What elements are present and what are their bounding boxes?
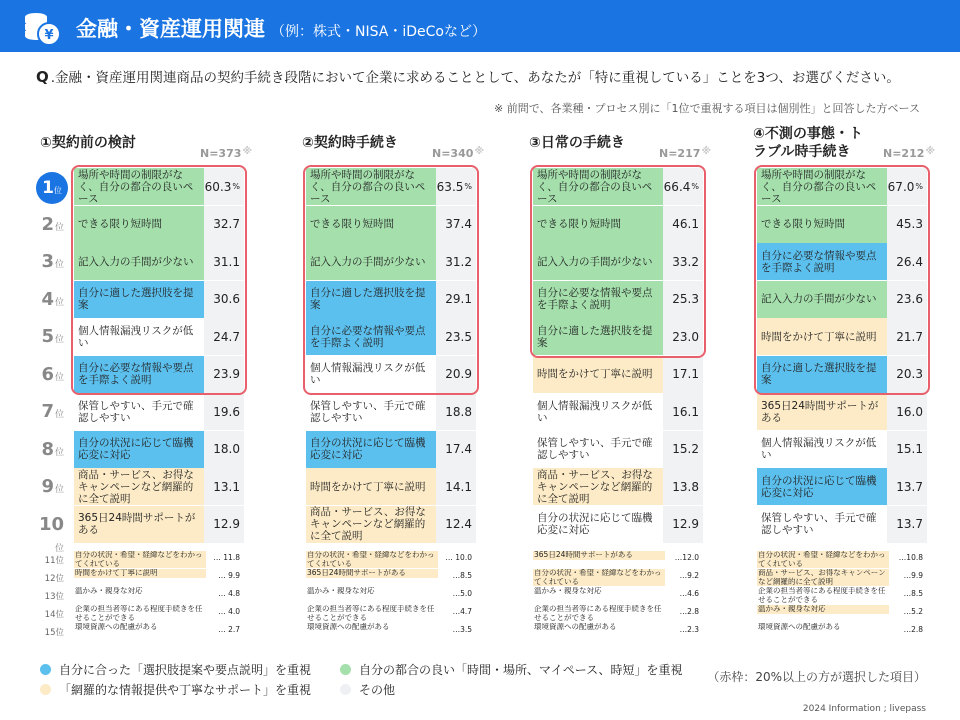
value-number: 12.4 [445,517,472,531]
rank-number: 5 [41,326,54,347]
value-number: 17.1 [672,367,699,381]
value-number: 25.3 [672,292,699,306]
ranking-item-value-small: … 10.0 [445,553,472,562]
rank-suffix: 位 [54,260,64,270]
n-count-value: N=217 [659,147,701,160]
rank-label-3 [30,251,64,272]
rank-label-13 [34,590,64,602]
ranking-item-value [436,431,476,468]
ranking-item-label-small: 温かみ・親身な対応 [307,587,375,595]
ranking-item-label: 保管しやすい、手元で確認しやすい [306,393,436,430]
ranking-item-label: 個人情報漏洩リスクが低い [533,393,663,430]
ranking-item-value-small: …4.7 [452,607,472,616]
legend-gray-dot [340,684,351,695]
n-count-asterisk: ※ [474,146,485,157]
ranking-item-value-small: … 2.7 [218,625,240,634]
ranking-item-label-small: 自分の状況・希望・経緯などをわかってくれている [74,551,206,568]
ranking-item-label-small: 環境資源への配慮がある [534,623,617,631]
value-number: 60.3 [204,179,232,194]
ranking-item-label: 商品・サービス、お得なキャンペーンなど網羅的に全て説明 [74,468,204,505]
legend-green [340,661,683,678]
ranking-item-label: 保管しやすい、手元で確認しやすい [533,431,663,468]
percent-sign: % [915,182,923,191]
rank-label-10 [30,514,64,556]
ranking-item-label-small: 企業の担当者等にある程度手続きを任せることができる [534,605,662,622]
highlight-frame [530,165,706,358]
rank-suffix: 位 [55,574,64,584]
rank-suffix: 位 [55,556,64,566]
survey-question [36,66,936,86]
rank-number: 11 [44,556,56,566]
ranking-item-value-small: … 9.9 [218,571,240,580]
rank-suffix: 位 [54,410,64,420]
ranking-item-label-small: 自分の状況・希望・経緯などをわかってくれている [533,569,665,586]
ranking-item-value [436,506,476,543]
legend-blue-label: 自分に合った「選択肢提案や要点説明」を重視 [59,663,312,677]
ranking-item-label: 自分の状況に応じて臨機応変に対応 [533,506,663,543]
value-number: 33.2 [672,254,699,269]
value-number: 12.9 [213,517,240,531]
legend-blue-dot [40,664,51,675]
ranking-item-label-small: 企業の担当者等にある程度手続きを任せることができる [75,605,203,622]
ranking-item-label-small: 時間をかけて丁寧に説明 [74,569,206,578]
ranking-item-label: 365日24時間サポートがある [757,393,887,430]
ranking-item-value [663,356,703,393]
percent-sign: % [232,182,240,191]
ranking-item-label: 保管しやすい、手元で確認しやすい [757,506,887,543]
ranking-item-label-small: 環境資源への配慮がある [758,623,841,631]
ranking-item-value [663,468,703,505]
ranking-item-label: 記入入力の手間が少ない [533,243,663,280]
value-number: 23.6 [896,292,923,306]
column-title: ①契約前の検討 [40,135,136,151]
ranking-item-value-small: …12.0 [674,553,699,562]
value-number: 31.1 [213,254,240,269]
ranking-item-value [436,393,476,430]
ranking-item-label-small: 自分の状況・希望・経緯などをわかってくれている [306,551,438,568]
rank-suffix: 位 [54,335,64,345]
ranking-item-label: 365日24時間サポートがある [74,506,204,543]
ranking-item-label: 自分に必要な情報や要点を手際よく説明 [533,281,663,318]
value-number: 20.9 [445,367,472,381]
ranking-item-value-small: … 4.8 [218,589,240,598]
rank-label-4 [30,289,64,310]
ranking-item-label: 場所や時間の制限がなく、自分の都合の良いペース [74,168,204,205]
ranking-item-value-small: …8.5 [903,589,923,598]
rank-label-8 [30,439,64,460]
ranking-item-label: 場所や時間の制限がなく、自分の都合の良いペース [533,168,663,205]
value-number: 29.1 [445,292,472,306]
ranking-item-value [204,393,244,430]
ranking-item-label: 自分の状況に応じて臨機応変に対応 [757,468,887,505]
ranking-item-value-small: …9.2 [679,571,699,580]
ranking-item-label-small: 温かみ・親身な対応 [534,587,602,595]
n-count-asterisk: ※ [701,146,712,157]
legend-gray [340,681,395,698]
ranking-item-value [204,431,244,468]
ranking-item-value-small: … 4.0 [218,607,240,616]
ranking-item-label: 個人情報漏洩リスクが低い [74,318,204,355]
ranking-item-value [204,468,244,505]
ranking-item-label: 自分の状況に応じて臨機応変に対応 [74,431,204,468]
ranking-item-label: 自分の状況に応じて臨機応変に対応 [306,431,436,468]
value-number: 13.7 [896,517,923,531]
value-number: 18.8 [445,404,472,419]
value-number: 15.2 [672,442,699,456]
value-number: 13.7 [896,479,923,494]
legend-note: （赤枠：20%以上の方が選択した項目） [707,670,926,684]
rank-suffix: 位 [55,610,64,620]
n-count-value: N=340 [432,147,474,160]
rank-number: 6 [41,363,54,385]
ranking-item-value [663,393,703,430]
ranking-item-label: 個人情報漏洩リスクが低い [306,356,436,393]
ranking-item-label-small: 環境資源への配慮がある [75,623,158,631]
ranking-item-value-small: …2.8 [679,607,699,616]
ranking-item-label-small: 温かみ・親身な対応 [75,587,143,595]
ranking-item-label-small: 365日24時間サポートがある [306,569,438,578]
footer-credit: 2024 Information ; livepass [802,704,926,714]
rank-label-9 [30,476,64,497]
rank-suffix: 位 [54,222,64,233]
ranking-item-label: 自分に必要な情報や要点を手際よく説明 [757,243,887,280]
ranking-item-label-small: 自分の状況・希望・経緯などをわかってくれている [757,551,889,568]
legend-green-label: 自分の都合の良い「時間・場所、マイペース、時短」を重視 [359,663,683,677]
ranking-item-value [204,506,244,543]
n-count-value: N=212 [883,147,925,160]
column-n-count [659,147,711,160]
column-n-count [200,147,252,160]
rank-number: 4 [41,288,54,310]
ranking-item-value [436,468,476,505]
value-number: 13.8 [672,479,699,494]
page-title-text: 金融・資産運用関連 [76,17,265,41]
legend-yellow [40,681,311,698]
ranking-item-value-small: …9.9 [903,571,923,580]
ranking-item-label: 時間をかけて丁寧に説明 [757,318,887,355]
value-number: 24.7 [213,329,240,344]
value-number: 16.0 [896,404,923,419]
ranking-item-value [887,468,927,505]
value-number: 26.4 [896,254,923,269]
ranking-item-value [663,431,703,468]
ranking-item-label: 記入入力の手間が少ない [306,243,436,280]
rank-suffix: 位 [55,592,64,602]
ranking-item-value-small: …10.8 [898,553,923,562]
ranking-item-label: 自分に適した選択肢を提案 [74,281,204,318]
ranking-item-label: 場所や時間の制限がなく、自分の都合の良いペース [306,168,436,205]
highlight-frame [303,165,479,395]
value-number: 18.0 [213,442,240,456]
svg-text:¥: ¥ [44,28,54,43]
rank-suffix: 位 [54,447,64,458]
rank-suffix: 位 [55,628,64,638]
value-number: 31.2 [445,254,472,269]
legend-green-dot [340,664,351,675]
rank-number: 15 [44,628,56,638]
ranking-item-label-small: 温かみ・親身な対応 [757,605,889,614]
ranking-item-label: 記入入力の手間が少ない [757,281,887,318]
rank-number: 10 [38,513,64,535]
value-number: 15.1 [896,442,923,456]
ranking-item-label: 自分に適した選択肢を提案 [306,281,436,318]
ranking-item-value-small: …5.2 [903,607,923,616]
finance-coin-icon [22,7,62,47]
value-number: 37.4 [445,217,472,231]
ranking-item-value [887,431,927,468]
header-bar [0,0,960,52]
rank-number: 8 [41,438,54,460]
value-number: 20.3 [896,367,923,381]
ranking-item-value-small: … 11.8 [213,553,240,562]
rank-label-7 [30,401,64,422]
n-count-value: N=373 [200,147,242,160]
ranking-item-label: 保管しやすい、手元で確認しやすい [74,393,204,430]
rank-suffix: 位 [53,186,62,195]
rank-label-5 [30,326,64,347]
rank-label-12 [34,572,64,584]
ranking-item-value-small: …2.3 [679,625,699,634]
ranking-item-value [663,506,703,543]
value-number: 17.4 [445,442,472,456]
column-n-count [432,147,484,160]
value-number: 23.9 [213,367,240,381]
rank-number: 12 [44,574,56,584]
legend-yellow-dot [40,684,51,695]
column-n-count [883,147,935,160]
ranking-item-label: 商品・サービス、お得なキャンペーンなど網羅的に全て説明 [533,468,663,505]
ranking-item-label: できる限り短時間 [306,206,436,243]
value-number: 13.1 [213,479,240,494]
ranking-item-label: できる限り短時間 [533,206,663,243]
rank-label-2 [30,214,64,235]
ranking-item-label: 自分に必要な情報や要点を手際よく説明 [306,318,436,355]
ranking-item-value [887,506,927,543]
legend-yellow-label: 「網羅的な情報提供や丁寧なサポート」を重視 [59,683,312,697]
ranking-item-label: 時間をかけて丁寧に説明 [533,356,663,393]
ranking-item-label: 自分に必要な情報や要点を手際よく説明 [74,356,204,393]
ranking-item-label-small: 365日24時間サポートがある [533,551,665,560]
rank-number: 3 [41,251,54,272]
question-text: .金融・資産運用関連商品の契約手続き段階において企業に求めることとして、あなたが「特に重視している」ことを3つ、お選びください。 [50,70,900,86]
ranking-item-label-small: 企業の担当者等にある程度手続きを任せることができる [307,605,435,622]
value-number: 66.4 [663,179,691,194]
ranking-item-value-small: …8.5 [452,571,472,580]
ranking-item-label-small: 商品・サービス、お得なキャンペーンなど網羅的に全て説明 [757,569,889,586]
page-subtitle: （例：株式・NISA・iDeCoなど） [271,24,486,40]
legend-blue [40,661,311,678]
ranking-item-label: 自分に適した選択肢を提案 [757,356,887,393]
ranking-item-label: できる限り短時間 [74,206,204,243]
ranking-item-value-small: …5.0 [452,589,472,598]
percent-sign: % [691,182,699,191]
n-count-asterisk: ※ [242,146,253,157]
rank-number: 1 [42,178,54,198]
value-number: 63.5 [436,179,464,194]
ranking-item-label-small: 環境資源への配慮がある [307,623,390,631]
base-note: ※ 前問で、各業種・プロセス別に「1位で重視する項目は個別性」と回答した方ベース [494,102,920,115]
value-number: 21.7 [896,329,923,344]
rank-suffix: 位 [54,543,64,554]
n-count-asterisk: ※ [925,146,936,157]
rank-number: 9 [41,476,54,497]
value-number: 19.6 [213,404,240,419]
rank-suffix: 位 [54,372,64,383]
column-title: ③日常の手続き [529,135,625,151]
rank-number: 13 [44,592,56,602]
ranking-item-value-small: …3.5 [452,625,472,634]
rank-suffix: 位 [54,485,64,495]
rank-suffix: 位 [54,297,64,308]
percent-sign: % [464,182,472,191]
rank-badge-1 [36,172,68,204]
ranking-item-label-small: 企業の担当者等にある程度手続きを任せることができる [758,587,886,604]
value-number: 16.1 [672,404,699,419]
value-number: 14.1 [445,479,472,494]
ranking-item-value [887,393,927,430]
value-number: 23.5 [445,329,472,344]
value-number: 45.3 [896,217,923,231]
column-title: ④不測の事態・トラブル時手続き [753,126,863,160]
value-number: 12.9 [672,517,699,531]
value-number: 67.0 [887,179,915,194]
highlight-frame [71,165,247,395]
page-title [76,13,486,43]
rank-number: 14 [44,610,56,620]
question-mark: Q [36,68,49,86]
value-number: 32.7 [213,217,240,231]
rank-label-6 [30,364,64,385]
ranking-item-label: できる限り短時間 [757,206,887,243]
value-number: 30.6 [213,292,240,306]
rank-number: 2 [41,213,54,235]
rank-label-15 [34,626,64,638]
rank-label-14 [34,608,64,620]
ranking-item-label: 時間をかけて丁寧に説明 [306,468,436,505]
value-number: 46.1 [672,217,699,231]
ranking-item-label: 個人情報漏洩リスクが低い [757,431,887,468]
ranking-item-label: 商品・サービス、お得なキャンペーンなど網羅的に全て説明 [306,506,436,543]
ranking-item-label: 記入入力の手間が少ない [74,243,204,280]
ranking-item-value-small: …4.6 [679,589,699,598]
rank-number: 7 [41,401,54,422]
value-number: 23.0 [672,329,699,344]
ranking-item-label: 場所や時間の制限がなく、自分の都合の良いペース [757,168,887,205]
ranking-item-label: 自分に適した選択肢を提案 [533,318,663,355]
ranking-item-value-small: …2.8 [903,625,923,634]
legend-gray-label: その他 [359,683,396,697]
column-title: ②契約時手続き [302,135,398,151]
rank-label-11 [34,554,64,566]
highlight-frame [754,165,930,395]
